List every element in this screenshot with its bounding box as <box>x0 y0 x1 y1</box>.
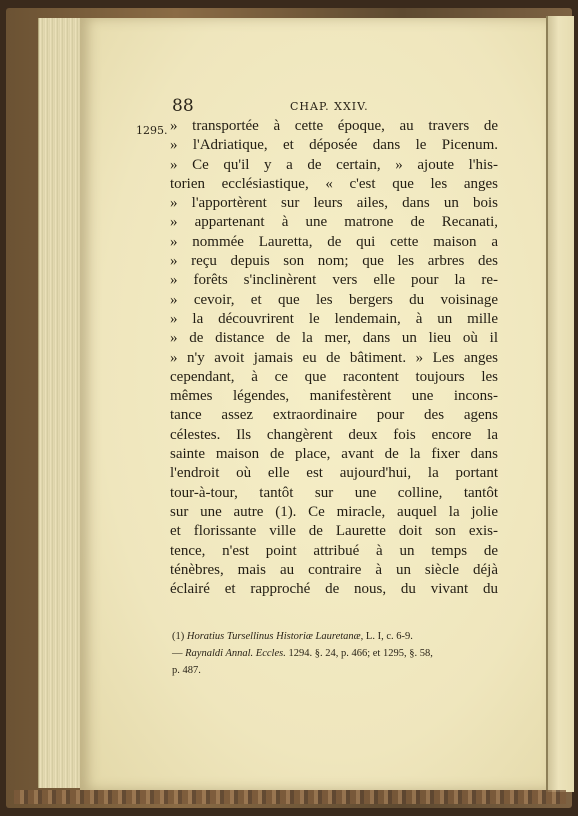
text-line: » reçu depuis son nom; que les arbres des <box>170 253 498 270</box>
footnote-dash: — <box>172 648 186 659</box>
text-line: » la découvrirent le lendemain, à un mille <box>170 310 498 327</box>
marbled-edge <box>14 790 566 804</box>
text-line: l'endroit où elle est aujourd'hui, la portant <box>170 465 498 482</box>
text-line: » de distance de la mer, dans un lieu où il <box>170 330 498 347</box>
footnote-number: (1) <box>172 631 187 642</box>
text-line: sainte maison de place, avant de la fixer dans <box>170 446 498 463</box>
facing-page-edge <box>546 16 574 792</box>
text-line: » cevoir, et que les bergers du voisinage <box>170 291 498 308</box>
text-line: mêmes légendes, manifestèrent une incons- <box>170 388 498 405</box>
text-line: » l'Adriatique, et déposée dans le Picenum. <box>170 137 498 154</box>
footnote-citation-title-2: Raynaldi Annal. Eccles. <box>185 648 286 659</box>
page-header <box>0 96 578 116</box>
footnote-citation-ref-2: 1294. §. 24, p. 466; et 1295, §. 58, <box>285 648 433 659</box>
footnote-line-3: p. 487. <box>172 665 201 676</box>
text-line: célestes. Ils changèrent deux fois encore la <box>170 426 498 443</box>
text-line: tence, n'est point attribué à un temps de <box>170 542 498 559</box>
footnote <box>172 628 502 679</box>
text-line: » l'apportèrent sur leurs ailes, dans un bois <box>170 195 498 212</box>
text-line: tance assez extraordinaire pour des agens <box>170 407 498 424</box>
text-line: sur une autre (1). Ce miracle, auquel la jolie <box>170 503 498 520</box>
text-line: » Ce qu'il y a de certain, » ajoute l'his- <box>170 156 498 173</box>
text-line: ténèbres, mais au contraire à un siècle déjà <box>170 561 498 578</box>
footnote-citation-ref: L. I, c. 6-9. <box>363 631 413 642</box>
text-line: » appartenant à une matrone de Recanati, <box>170 214 498 231</box>
page-number: 88 <box>172 96 194 116</box>
margin-year: 1295. <box>136 124 168 137</box>
text-line: tour-à-tour, tantôt sur une colline, tantôt <box>170 484 498 501</box>
running-head: CHAP. XXIV. <box>290 100 369 113</box>
text-line: éclairé et rapproché de nous, du vivant du <box>170 581 498 598</box>
footnote-citation-title: Horatius Tursellinus Historiæ Lauretanæ, <box>186 631 364 642</box>
text-line: » forêts s'inclinèrent vers elle pour la re- <box>170 272 498 289</box>
text-line: » n'y avoit jamais eu de bâtiment. » Les anges <box>170 349 498 366</box>
text-line: cependant, à ce que racontent toujours les <box>170 368 498 385</box>
text-line: torien ecclésiastique, « c'est que les anges <box>170 175 498 192</box>
footnote-line-2 <box>172 645 502 662</box>
text-line: » transportée à cette époque, au travers de <box>170 118 498 134</box>
text-line: » nommée Lauretta, de qui cette maison a <box>170 233 498 250</box>
page-edges <box>38 18 83 788</box>
text-line: et florissante ville de Laurette doit son exis- <box>170 523 498 540</box>
body-text <box>170 117 498 599</box>
footnote-line-1 <box>172 628 502 645</box>
